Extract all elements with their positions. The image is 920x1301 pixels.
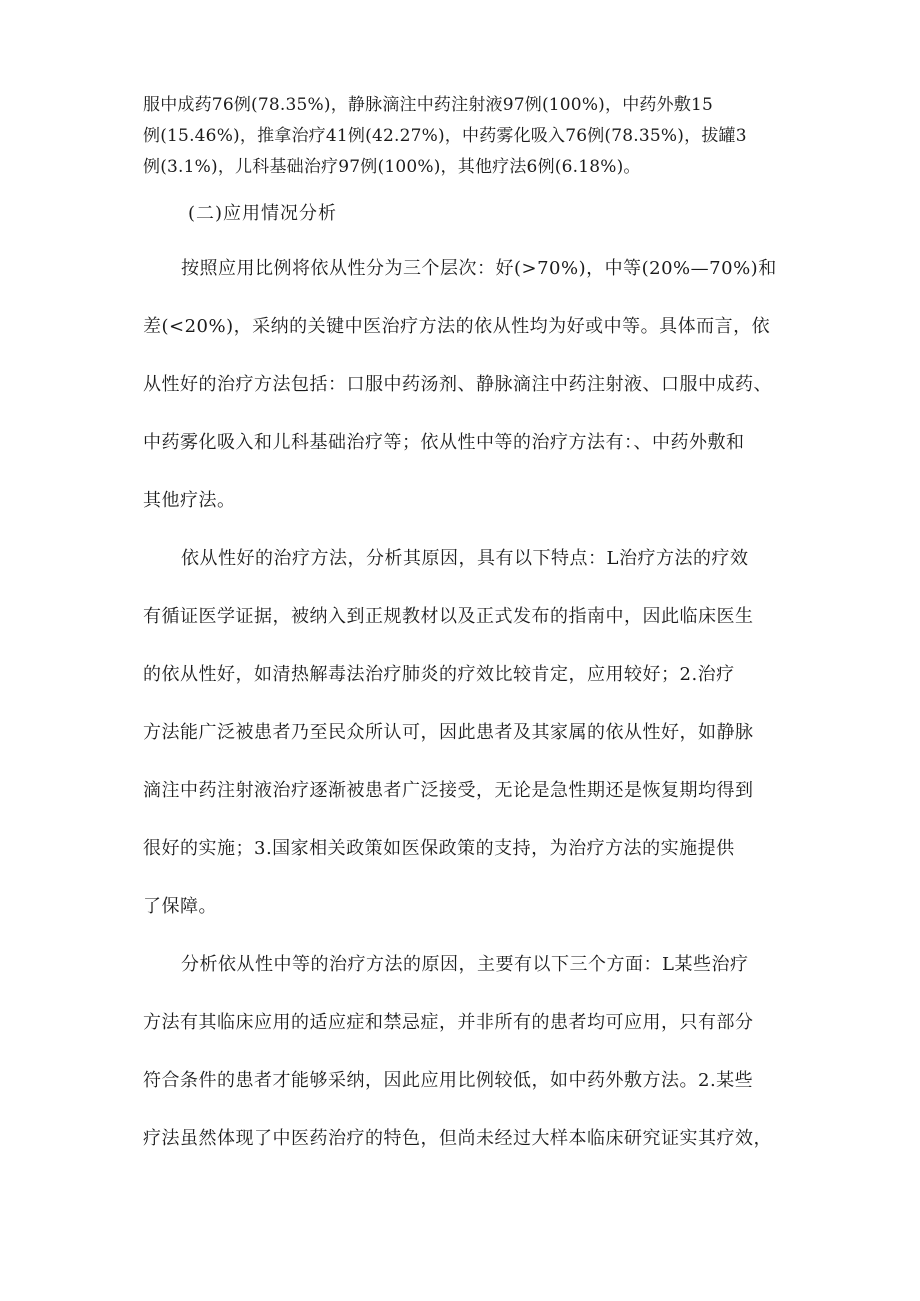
- text-line: 中药雾化吸入和儿科基础治疗等；依从性中等的治疗方法有：、中药外敷和: [143, 432, 745, 453]
- text-line: 从性好的治疗方法包括：口服中药汤剂、静脉滴注中药注射液、口服中成药、: [143, 374, 772, 395]
- text-line: 了保障。: [143, 896, 217, 917]
- text-line: 分析依从性中等的治疗方法的原因，主要有以下三个方面：L某些治疗: [181, 954, 749, 975]
- text-line: 疗法虽然体现了中医药治疗的特色，但尚未经过大样本临床研究证实其疗效，: [143, 1128, 772, 1149]
- text-line: 的依从性好，如清热解毒法治疗肺炎的疗效比较肯定，应用较好；2.治疗: [143, 664, 735, 685]
- section-heading: (二)应用情况分析: [188, 203, 338, 224]
- text-line: 滴注中药注射液治疗逐渐被患者广泛接受，无论是急性期还是恢复期均得到: [143, 780, 754, 801]
- text-line: 方法有其临床应用的适应症和禁忌症，并非所有的患者均可应用，只有部分: [143, 1012, 754, 1033]
- text-line: 有循证医学证据，被纳入到正规教材以及正式发布的指南中，因此临床医生: [143, 606, 754, 627]
- text-line: 符合条件的患者才能够采纳，因此应用比例较低，如中药外敷方法。2.某些: [143, 1070, 754, 1091]
- text-line: 按照应用比例将依从性分为三个层次：好(>70%)，中等(20%—70%)和: [181, 258, 777, 279]
- text-line: 例(3.1%)，儿科基础治疗97例(100%)，其他疗法6例(6.18%)。: [143, 157, 641, 177]
- text-line: 依从性好的治疗方法，分析其原因，具有以下特点：L治疗方法的疗效: [181, 548, 749, 569]
- text-line: 差(<20%)，采纳的关键中医治疗方法的依从性均为好或中等。具体而言，依: [143, 316, 771, 337]
- text-line: 例(15.46%)，推拿治疗41例(42.27%)，中药雾化吸入76例(78.35%)，拔罐3: [143, 126, 747, 146]
- text-line: 很好的实施；3.国家相关政策如医保政策的支持，为治疗方法的实施提供: [143, 838, 735, 859]
- text-line: 方法能广泛被患者乃至民众所认可，因此患者及其家属的依从性好，如静脉: [143, 722, 754, 743]
- text-line: 其他疗法。: [143, 490, 236, 511]
- text-line: 服中成药76例(78.35%)，静脉滴注中药注射液97例(100%)，中药外敷15: [143, 95, 714, 115]
